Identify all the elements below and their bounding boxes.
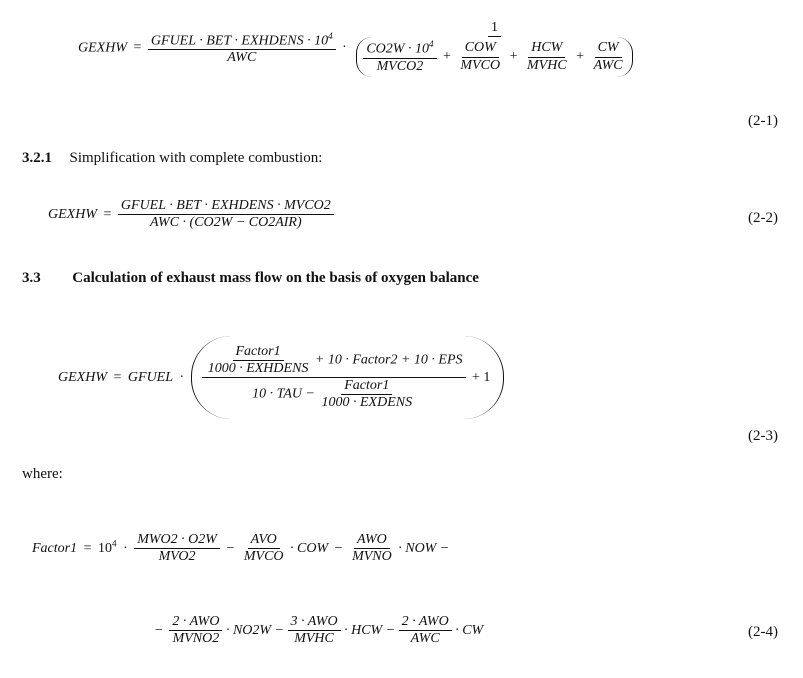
eq1-frac1-num: GFUEL · BET · EXHDENS · $10^4$ — [148, 31, 336, 51]
equation-2-4-line1: Factor1 = $10^4$ · $\frac{\text{MWO2 · O2W}}{\text{MVO2}}$ − $\frac{\text{AVO}}{\text{MVCO}}$ · COW − $\frac{\text{AWO}}{\text{MVNO}}$ · NOW − — [32, 532, 450, 565]
eq3-main-den — [249, 378, 418, 411]
where-label: where: — [22, 466, 63, 482]
eq2-frac — [118, 198, 334, 231]
eq3-top-rest: + 10 · Factor2 + 10 · EPS — [314, 352, 463, 368]
eq3-number: (2-3) — [748, 428, 778, 444]
equation-2-4-line2: − $\frac{\text{2 · AWO}}{\text{MVNO2}}$ · NO2W − $\frac{\text{3 · AWO}}{\text{MVHC}}$ · HCW − $\frac{\text{2 · AWO}}{\text{AWC}}$ · CW — [155, 614, 484, 647]
eq4-ten: $10^4$ — [98, 538, 117, 556]
section-3-3-title: Calculation of exhaust mass flow on the basis of oxygen balance — [72, 270, 479, 286]
equation-2-2 — [48, 198, 334, 231]
eq3-main-frac — [202, 344, 466, 411]
eq2-num: GFUEL · BET · EXHDENS · MVCO2 — [118, 198, 334, 215]
eq3-plus-one: + 1 — [472, 369, 491, 385]
eq2-lhs: GEXHW — [48, 206, 97, 222]
eq1-frac2-den — [353, 37, 635, 77]
eq1-lhs: GEXHW — [78, 40, 127, 56]
eq1-number: (2-1) — [748, 113, 778, 129]
eq4-line2-frac-2: $\frac{\text{2 · AWO}}{\text{AWC}}$ — [399, 614, 452, 647]
eq1-inner-3: $\frac{CW}{\text{AWC}}$ — [593, 40, 623, 73]
eq1-frac2-num: 1 — [488, 20, 501, 37]
eq2-equals: = — [103, 206, 112, 222]
eq1-frac1-den: AWC — [227, 50, 257, 66]
eq3-main-num — [202, 344, 466, 378]
eq3-gfuel: GFUEL — [127, 369, 174, 385]
eq1-frac2 — [353, 20, 635, 77]
eq4-line1-frac-0: $\frac{\text{MWO2 · O2W}}{\text{MVO2}}$ — [134, 532, 220, 565]
eq1-inner-0: $\frac{CO2W \cdot 10^4}{\text{MVCO2}}$ — [363, 39, 436, 75]
eq4-equals: = — [83, 540, 92, 556]
eq3-lhs: GEXHW — [58, 369, 107, 385]
section-3-3 — [22, 270, 479, 287]
eq3-equals: = — [113, 369, 122, 385]
eq1-dot: · — [342, 40, 347, 56]
eq2-den: AWC · (CO2W − CO2AIR) — [150, 215, 302, 231]
eq3-bot-frac: $\frac{\text{Factor1}}{\text{1000 · EXDENS}}$ — [321, 378, 413, 411]
eq1-inner-1: $\frac{\text{COW}}{\text{MVCO}}$ — [460, 40, 501, 73]
eq4-line1-frac-1: $\frac{\text{AVO}}{\text{MVCO}}$ — [243, 532, 284, 565]
eq1-equals: = — [133, 40, 142, 56]
eq1-paren: $\frac{CO2W \cdot 10^4}{\text{MVCO2}}$ + $\frac{\text{COW}}{\text{MVCO}}$ + $\frac{\text{HCW}}{\text{MVHC}}$ + $\frac{CW}{\text{AWC}}$ — [356, 37, 632, 77]
eq1-inner-2: $\frac{\text{HCW}}{\text{MVHC}}$ — [527, 40, 567, 73]
eq4-line1-frac-2: $\frac{\text{AWO}}{\text{MVNO}}$ — [352, 532, 392, 565]
section-3-3-number: 3.3 — [22, 270, 41, 286]
section-3-2-1-title: Simplification with complete combustion: — [69, 150, 323, 166]
eq2-number: (2-2) — [748, 210, 778, 226]
equation-2-3 — [58, 336, 504, 419]
eq3-bot-start: 10 · TAU − — [252, 386, 315, 402]
eq4-number: (2-4) — [748, 624, 778, 640]
eq3-paren — [191, 336, 505, 419]
eq4-line2-frac-0: $\frac{\text{2 · AWO}}{\text{MVNO2}}$ — [169, 614, 222, 647]
eq1-frac1 — [148, 31, 336, 67]
section-3-2-1-number: 3.2.1 — [22, 150, 52, 166]
eq3-dot: · — [179, 369, 185, 385]
eq4-lhs: Factor1 — [32, 540, 78, 556]
eq3-top-frac: $\frac{\text{Factor1}}{\text{1000 · EXHDENS}}$ — [207, 344, 309, 377]
equation-2-1 — [78, 20, 636, 77]
section-3-2-1 — [22, 150, 322, 167]
eq4-line2-frac-1: $\frac{\text{3 · AWO}}{\text{MVHC}}$ — [288, 614, 341, 647]
